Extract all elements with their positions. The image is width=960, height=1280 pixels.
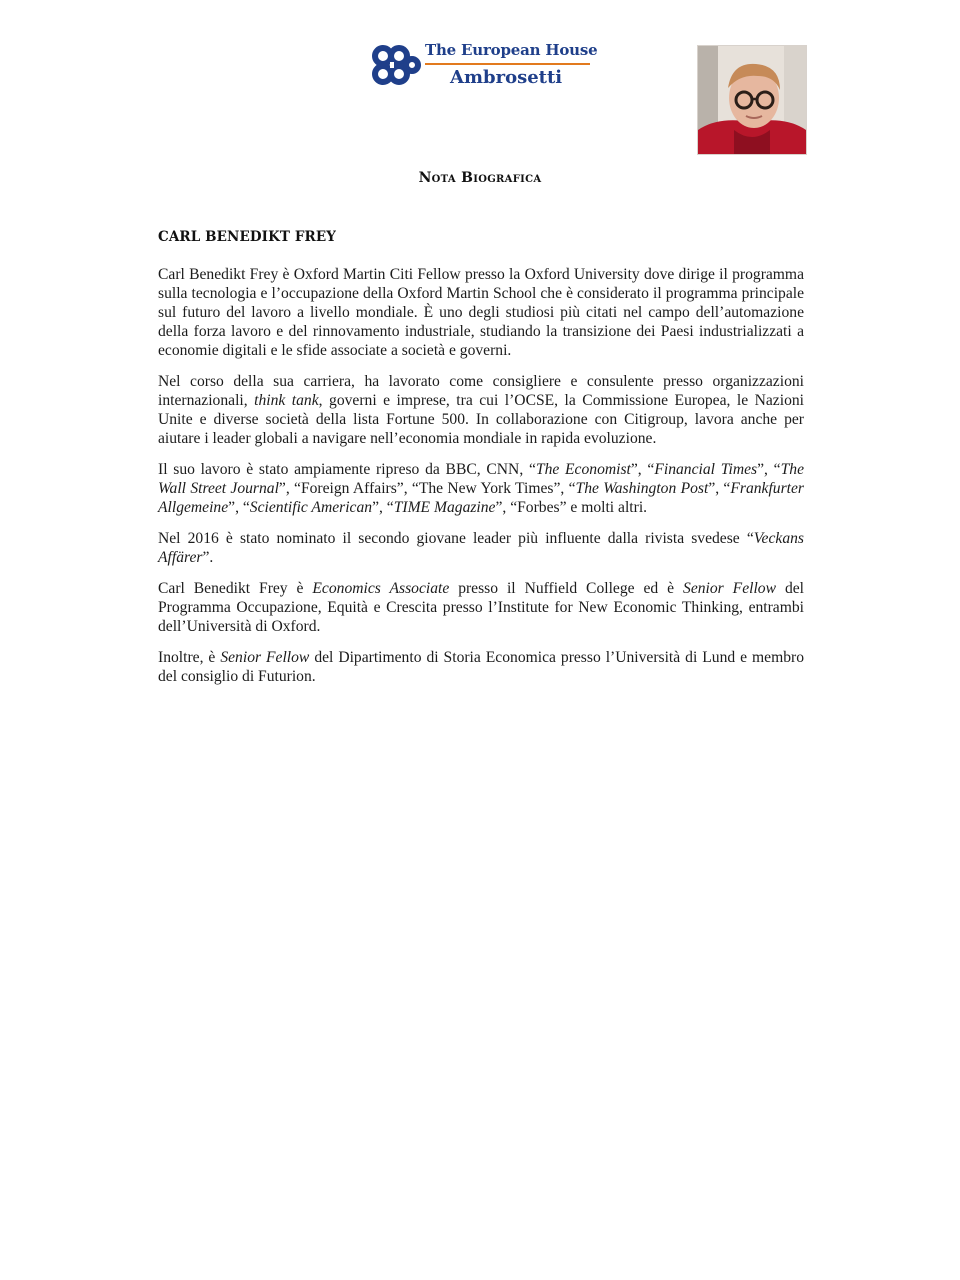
logo-line-2: Ambrosetti: [450, 67, 563, 88]
document-title: Nota Biografica: [418, 170, 542, 186]
text-run: Nel corso della sua carriera, ha lavorato come consigliere e consulente presso organizzazioni internazionali,: [158, 373, 804, 409]
text-run: Inoltre, è: [158, 649, 221, 666]
biography-paragraph: [158, 648, 804, 686]
text-run: presso il Nuffield College ed è: [449, 580, 684, 597]
text-run: ”.: [202, 549, 214, 566]
biography-paragraph: [158, 460, 804, 517]
person-name-heading: CARL BENEDIKT FREY: [158, 229, 336, 245]
text-run: Il suo lavoro è stato ampiamente ripreso da BBC, CNN, “: [158, 461, 536, 478]
logo-divider: [425, 63, 590, 65]
biography-paragraph: [158, 265, 804, 360]
biography-paragraph: [158, 529, 804, 567]
italic-text: The Washington Post: [575, 480, 709, 497]
italic-text: Frankfurter Allgemeine: [158, 480, 804, 516]
italic-text: Senior Fellow: [683, 580, 776, 597]
italic-text: Senior Fellow: [220, 649, 310, 666]
biography-body: [158, 265, 804, 698]
italic-text: Veckans Affärer: [158, 530, 804, 566]
text-run: ”, “: [228, 499, 250, 516]
italic-text: think tank: [254, 392, 319, 409]
text-run: ”, “: [372, 499, 394, 516]
text-run: Nel 2016 è stato nominato il secondo giovane leader più influente dalla rivista svedese “: [158, 530, 754, 547]
portrait-image-icon: [698, 46, 806, 154]
ambrosetti-logo: [370, 40, 600, 92]
ambrosetti-logo-mark-icon: [370, 43, 422, 87]
text-run: Carl Benedikt Frey è Oxford Martin Citi Fellow presso la Oxford University dove dirige il programma sulla tecnologia e l’occupazione della Oxford Martin School che è considerato il programma principale sul futuro del lavoro a livello mondiale. È uno degli studiosi più citati nel campo dell’automazione della forza lavoro e del rinnovamento industriale, studiando la transizione dei Paesi industrializzati a economie digitali e le sfide associate a società e governi.: [158, 266, 804, 359]
biography-paragraph: [158, 579, 804, 636]
text-run: ”, “: [630, 461, 655, 478]
portrait-photo: [697, 45, 807, 155]
italic-text: Scientific American: [249, 499, 373, 516]
biography-paragraph: [158, 372, 804, 448]
italic-text: Financial Times: [654, 461, 758, 478]
text-run: ”, “Forbes” e molti altri.: [495, 499, 648, 516]
text-run: del Dipartimento di Storia Economica presso l’Università di Lund e membro del consiglio di Futurion.: [158, 649, 805, 685]
text-run: ”, “: [708, 480, 731, 497]
text-run: ”, “: [757, 461, 781, 478]
text-run: , governi e imprese, tra cui l’OCSE, la Commissione Europea, le Nazioni Unite e diverse società della lista Fortune 500. In collaborazione con Citigroup, lavora anche per aiutare i leader globali a navigare nell’economia mondiale in rapida evoluzione.: [158, 392, 804, 447]
logo-line-1: The European House: [425, 41, 598, 59]
italic-text: TIME Magazine: [393, 499, 496, 516]
italic-text: Economics Associate: [312, 580, 450, 597]
italic-text: The Economist: [535, 461, 631, 478]
text-run: Carl Benedikt Frey è: [158, 580, 313, 597]
text-run: ”, “Foreign Affairs”, “The New York Times”, “: [278, 480, 576, 497]
italic-text: The Wall Street Journal: [158, 461, 804, 497]
text-run: del Programma Occupazione, Equità e Crescita presso l’Institute for New Economic Thinking, entrambi dell’Università di Oxford.: [158, 580, 804, 635]
